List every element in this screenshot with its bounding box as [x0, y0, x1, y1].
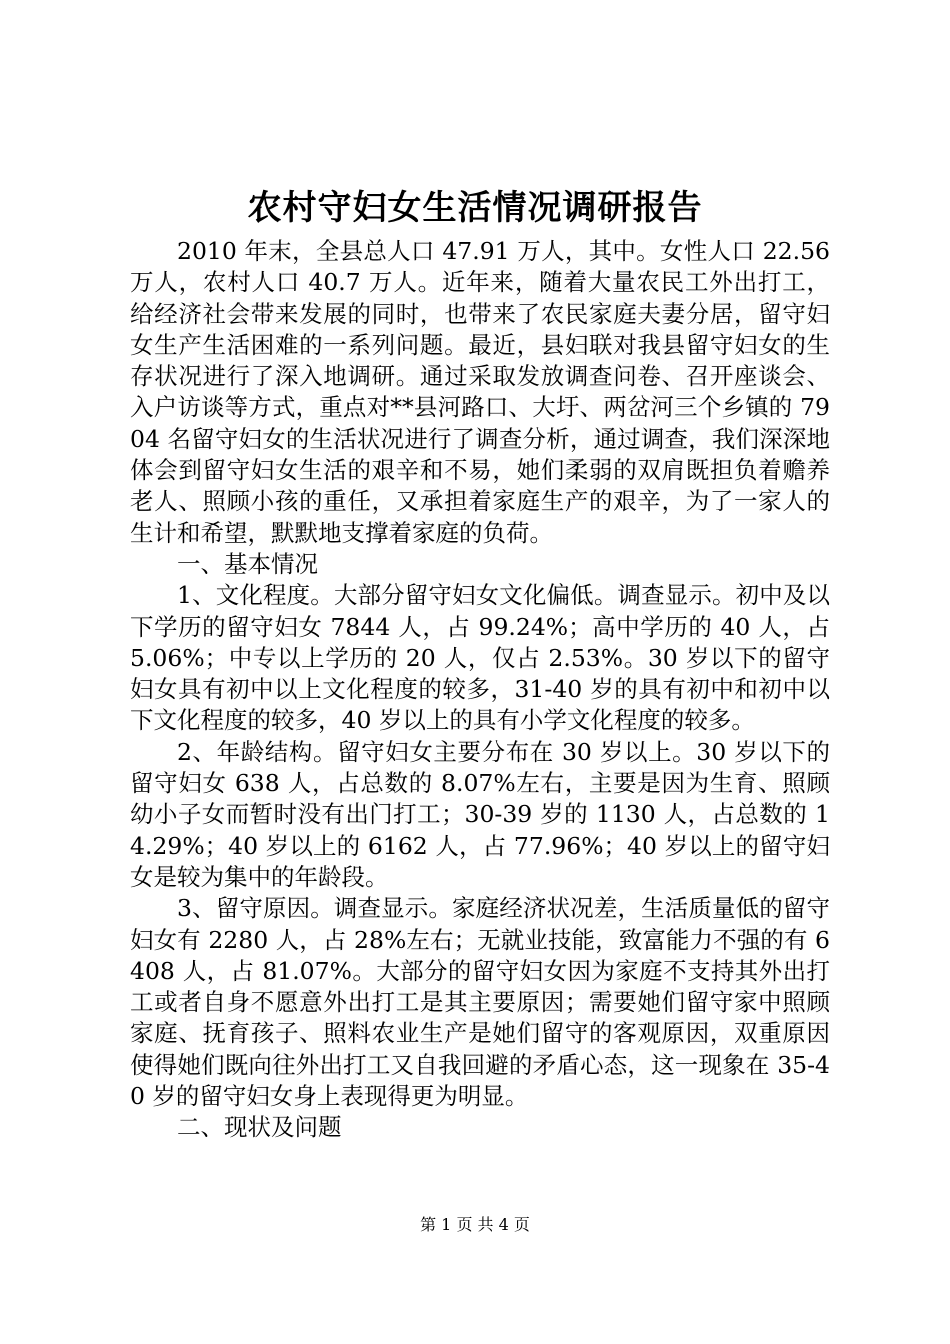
section-heading-status: 二、现状及问题: [177, 1113, 342, 1142]
paragraph-education: 1、文化程度。大部分留守妇女文化偏低。调查显示。初中及以下学历的留守妇女 7844 人，占 99.24%；高中学历的 40 人，占 5.06%；中专以上学历的 20 人，仅占 2.53%。30 岁以下的留守妇女具有初中以上文化程度的较多，31-40 岁的具有初中和初中以下文化程度的较多，40 岁以上的具有小学文化程度的较多。: [130, 581, 830, 735]
document-title: 农村守妇女生活情况调研报告: [247, 188, 703, 228]
paragraph-reasons: 3、留守原因。调查显示。家庭经济状况差，生活质量低的留守妇女有 2280 人，占 28%左右；无就业技能，致富能力不强的有 6408 人，占 81.07%。大部分的留守妇女因为家庭不支持其外出打工或者自身不愿意外出打工是其主要原因；需要她们留守家中照顾家庭、抚育孩子、照料农业生产是她们留守的客观原因，双重原因使得她们既向往外出打工又自我回避的矛盾心态，这一现象在 35-40 岁的留守妇女身上表现得更为明显。: [130, 894, 830, 1111]
document-body: [130, 236, 830, 1144]
section-heading-basic: 一、基本情况: [177, 549, 318, 578]
page-footer: 第 1 页 共 4 页: [420, 1215, 530, 1234]
intro-paragraph: 2010 年末，全县总人口 47.91 万人，其中。女性人口 22.56 万人，农村人口 40.7 万人。近年来，随着大量农民工外出打工，给经济社会带来发展的同时，也带来了农民家庭夫妻分居，留守妇女生产生活困难的一系列问题。最近，县妇联对我县留守妇女的生存状况进行了深入地调研。通过采取发放调查问卷、召开座谈会、入户访谈等方式，重点对**县河路口、大圩、两岔河三个乡镇的 7904 名留守妇女的生活状况进行了调查分析，通过调查，我们深深地体会到留守妇女生活的艰辛和不易，她们柔弱的双肩既担负着赡养老人、照顾小孩的重任，又承担着家庭生产的艰辛，为了一家人的生计和希望，默默地支撑着家庭的负荷。: [130, 237, 830, 547]
paragraph-age-structure: 2、年龄结构。留守妇女主要分布在 30 岁以上。30 岁以下的留守妇女 638 人，占总数的 8.07%左右，主要是因为生育、照顾幼小子女而暂时没有出门打工；30-39 岁的 1130 人，占总数的 14.29%；40 岁以上的 6162 人，占 77.96%；40 岁以上的留守妇女是较为集中的年龄段。: [130, 737, 830, 891]
